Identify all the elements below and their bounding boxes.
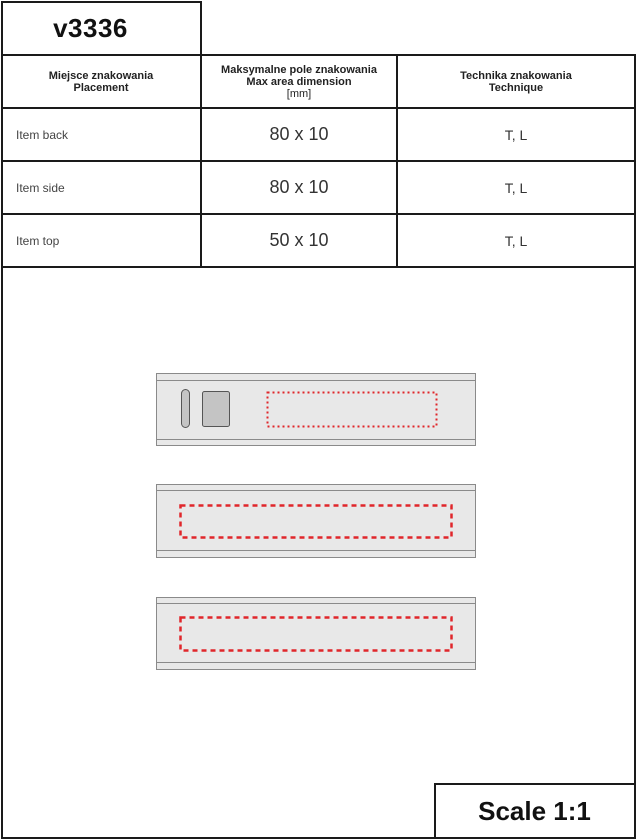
row-top-placement: Item top: [16, 233, 60, 248]
item-back-port: [203, 392, 230, 427]
header-max-area-pl: Maksymalne pole znakowania: [221, 63, 377, 76]
row-back-placement: Item back: [16, 127, 69, 142]
header-max-area-en: Max area dimension: [246, 75, 352, 88]
row-top-dimension: 50 x 10: [269, 230, 329, 250]
header-placement-en: Placement: [73, 81, 129, 94]
row-side-technique: T, L: [504, 179, 528, 196]
header-max-area-unit: [mm]: [286, 87, 312, 100]
header-placement-pl: Miejsce znakowania: [48, 69, 154, 82]
row-back-technique: T, L: [504, 126, 528, 143]
item-top-body: [157, 598, 476, 670]
item-top-drawing: [157, 598, 476, 670]
item-back-slot: [182, 390, 190, 428]
header-technique-en: Technique: [488, 81, 544, 94]
row-side-dimension: 80 x 10: [269, 177, 329, 197]
row-back-dimension: 80 x 10: [269, 124, 329, 144]
scale-box: [434, 784, 635, 838]
item-side-body: [157, 485, 476, 558]
scale-label: Scale 1:1: [478, 795, 591, 826]
product-code: v3336: [53, 13, 128, 43]
item-back-drawing: [157, 374, 476, 446]
row-top-technique: T, L: [504, 232, 528, 249]
row-side-placement: Item side: [16, 180, 65, 195]
item-side-drawing: [157, 485, 476, 558]
header-technique-pl: Technika znakowania: [460, 69, 572, 82]
